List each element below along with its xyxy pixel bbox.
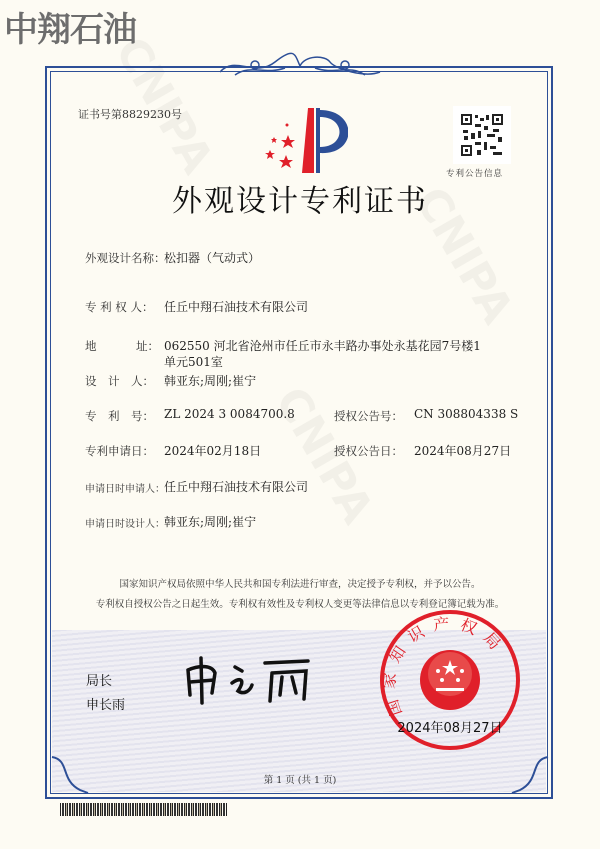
designer-at-filing-label: 申请日时设计人： (85, 519, 165, 530)
statement-line1: 国家知识产权局依照中华人民共和国专利法进行审查，决定授予专利权，并予以公告。 (119, 579, 481, 590)
designer-value: 韩亚东;周刚;崔宁 (164, 374, 257, 388)
patentee-value: 任丘中翔石油技术有限公司 (164, 300, 309, 314)
grant-pub-date-label: 授权公告日： (334, 444, 403, 458)
seal-date: 2024年08月27日 (397, 721, 503, 736)
grant-pub-number-value: CN 308804338 S (414, 407, 519, 421)
official-seal (378, 608, 523, 753)
design-name-value: 松扣器（气动式） (164, 251, 261, 265)
design-name-label: 外观设计名称： (85, 251, 166, 265)
applicant-at-filing-value: 任丘中翔石油技术有限公司 (164, 480, 309, 494)
signatory-title: 局长 (86, 674, 113, 689)
address-value-line2: 单元501室 (164, 355, 223, 369)
qr-code[interactable] (453, 106, 511, 164)
statement-line2: 专利权自授权公告之日起生效。专利权有效性及专利权人变更等法律信息以专利登记簿记载为准。 (95, 599, 505, 610)
page-title: 外观设计专利证书 (172, 184, 428, 219)
grant-pub-date-value: 2024年08月27日 (414, 444, 512, 458)
patent-number-label: 专 利 号： (85, 409, 154, 423)
signatory-name: 申长雨 (86, 698, 126, 713)
cnipa-logo (258, 105, 348, 173)
page-footer: 第 1 页 (共 1 页) (263, 775, 337, 786)
certificate-number: 证书号第8829230号 (78, 108, 182, 121)
address-label: 地 (85, 339, 97, 353)
applicant-at-filing-label: 申请日时申请人： (85, 484, 165, 495)
handwritten-signature (180, 655, 315, 705)
patent-number-value: ZL 2024 3 0084700.8 (164, 407, 295, 421)
application-date-label: 专利申请日： (85, 444, 154, 458)
seal-text: 国家知识产权局 (378, 613, 511, 719)
qr-caption: 专利公告信息 (446, 169, 504, 179)
ornament-top (215, 50, 385, 80)
patentee-label: 专 利 权 人： (85, 300, 154, 314)
barcode (60, 803, 227, 816)
address-value-line1: 062550 河北省沧州市任丘市永丰路办事处永基花园7号楼1 (164, 339, 481, 353)
designer-label: 设 计 人： (85, 374, 154, 388)
application-date-value: 2024年02月18日 (164, 444, 262, 458)
brand-logo: 中翔石油 (4, 10, 136, 50)
grant-pub-number-label: 授权公告号： (334, 409, 403, 423)
address-label-suffix: 址： (136, 339, 159, 353)
designer-at-filing-value: 韩亚东;周刚;崔宁 (164, 515, 257, 529)
